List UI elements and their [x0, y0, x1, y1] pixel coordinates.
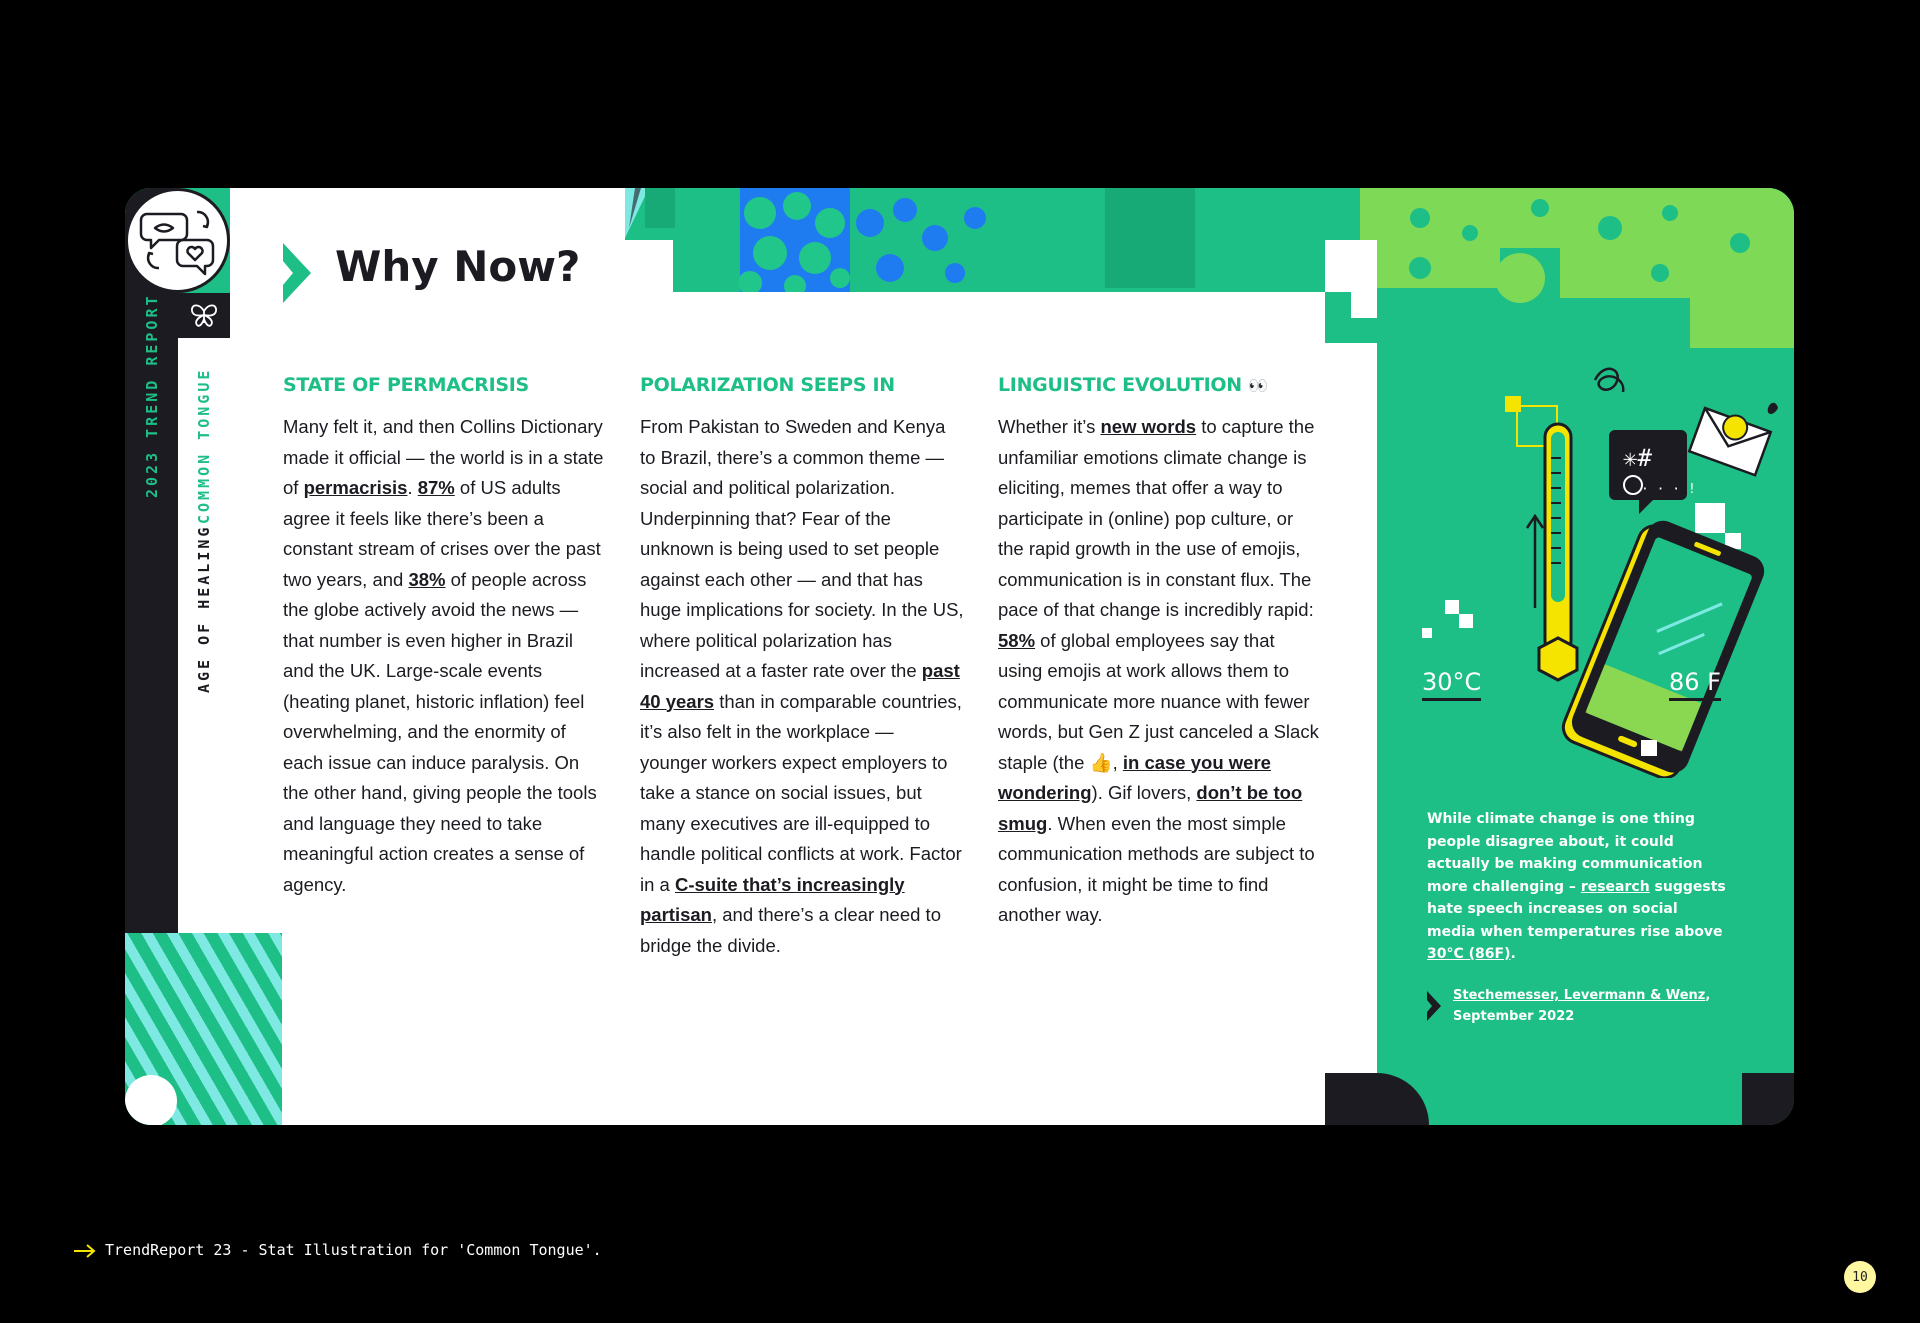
column-body — [283, 412, 608, 900]
symbols-text: ✳# — [1623, 444, 1652, 472]
column-body — [640, 412, 965, 961]
section-logo — [125, 188, 230, 293]
citation-chevron-icon — [1427, 991, 1441, 1021]
citation-date: , September 2022 — [1453, 988, 1711, 1024]
column-permacrisis — [283, 374, 608, 900]
section-primary-label: AGE OF HEALING — [195, 524, 213, 693]
column-heading: POLARIZATION SEEPS IN — [640, 374, 895, 396]
column-heading — [998, 374, 1323, 396]
link-30c-86f[interactable]: 30°C (86F) — [1427, 946, 1511, 962]
body-text: of global employees say that using emojis at work allows them to communicate more nuance with fewer words, but Gen Z just canceled a Slack staple (the — [998, 629, 1319, 773]
celsius-label: 30°C — [1422, 668, 1481, 701]
content-panel-right — [1325, 343, 1377, 1125]
deco-square — [1325, 240, 1377, 292]
image-caption: TrendReport 23 - Stat Illustration for 'Common Tongue'. — [105, 1241, 602, 1259]
sidebar-text: suggests hate speech increases on social media when temperatures rise above — [1427, 878, 1726, 940]
stat-illustration — [1405, 348, 1785, 778]
report-label: 2023 TREND REPORT — [143, 293, 161, 498]
eyes-emoji-icon: 👀 — [1248, 376, 1268, 395]
content-panel-tab — [625, 240, 673, 292]
column-polarization — [640, 374, 965, 961]
body-text: ). Gif lovers, — [1091, 782, 1197, 803]
butterfly-badge — [178, 293, 230, 338]
body-text: Many felt it, and then Collins Dictionary made it official — the world is in a state of — [283, 416, 604, 498]
body-text: , — [1112, 751, 1123, 773]
fahrenheit-label: 86 F — [1669, 668, 1721, 701]
body-text: Whether it’s — [998, 416, 1101, 437]
thumbs-up-emoji-icon: 👍 — [1089, 751, 1113, 773]
deco-square-white-b — [1351, 292, 1377, 318]
butterfly-icon — [189, 303, 219, 329]
sidebar-text: . — [1510, 946, 1516, 962]
grain-texture — [1360, 188, 1794, 348]
body-text: From Pakistan to Sweden and Kenya to Brazil, there’s a common theme — social and political polarization. Underpinning that? Fear of the unknown is being used to set people against each other — and that has huge implications for society. In the US, where political polarization has increased at a faster rate over the — [640, 416, 964, 681]
deco-square-small — [1641, 740, 1657, 756]
dots-text: · · · ! — [1641, 482, 1696, 497]
column-linguistic — [998, 374, 1323, 931]
link-87-percent[interactable]: 87% — [417, 477, 455, 498]
body-text: to capture the unfamiliar emotions climate change is eliciting, memes that offer a way to participate in (online) pop culture, or the rapid growth in the use of emojis, communication is in constant flux. The pace of that change is incredibly rapid: — [998, 416, 1315, 620]
body-text: . — [407, 477, 418, 498]
page-title: Why Now? — [335, 242, 581, 291]
deco-dark-shape — [1325, 1073, 1429, 1125]
body-text: . When even the most simple communication methods are subject to confusion, it might be time to find another way. — [998, 812, 1315, 925]
link-dont-be-too-smug[interactable]: don’t be too smug — [998, 782, 1303, 834]
sidebar-note — [1427, 808, 1727, 966]
body-text: , and there’s a clear need to bridge the divide. — [640, 904, 941, 956]
link-citation[interactable]: Stechemesser, Levermann & Wenz — [1453, 988, 1706, 1003]
page-number: 10 — [1844, 1261, 1876, 1293]
deco-circle — [125, 1075, 177, 1125]
body-text: of people across the globe actively avoid the news — that number is even higher in Brazil and the UK. Large-scale events (heating planet, historic inflation) feel overwhelming, and the enormity of each issue can induce paralysis. On the other hand, giving people the tools and language they need to take meaningful action creates a sense of agency. — [283, 568, 597, 895]
body-text: of US adults agree it feels like there’s been a constant stream of crises over the past two years, and — [283, 477, 601, 590]
link-permacrisis[interactable]: permacrisis — [303, 477, 408, 498]
deco-dark-square — [1742, 1073, 1794, 1125]
column-heading: STATE OF PERMACRISIS — [283, 374, 529, 396]
column-heading-text: LINGUISTIC EVOLUTION — [998, 374, 1242, 396]
link-in-case-you-were-wondering[interactable]: in case you were wondering — [998, 751, 1271, 803]
speech-bubbles-icon — [139, 202, 217, 280]
arrow-right-icon — [73, 1243, 97, 1259]
link-new-words[interactable]: new words — [1100, 416, 1197, 437]
link-research[interactable]: research — [1580, 878, 1650, 895]
link-38-percent[interactable]: 38% — [408, 568, 446, 590]
column-body — [998, 412, 1323, 931]
link-past-40-years[interactable]: past 40 years — [640, 660, 960, 712]
section-secondary-label: COMMON TONGUE — [195, 367, 213, 524]
sidebar-text: While climate change is one thing people disagree about, it could actually be making communication more challenging – — [1427, 811, 1703, 895]
page-card — [125, 188, 1794, 1125]
chevron-icon — [283, 243, 311, 303]
citation — [1453, 985, 1713, 1027]
link-c-suite-partisan[interactable]: C-suite that’s increasingly partisan — [640, 873, 905, 925]
body-text: than in comparable countries, it’s also felt in the workplace — younger workers expect employers to take a stance on social issues, but many executives are ill-equipped to handle political conflicts at work. Factor in a — [640, 690, 962, 895]
link-58-percent[interactable]: 58% — [998, 629, 1036, 651]
